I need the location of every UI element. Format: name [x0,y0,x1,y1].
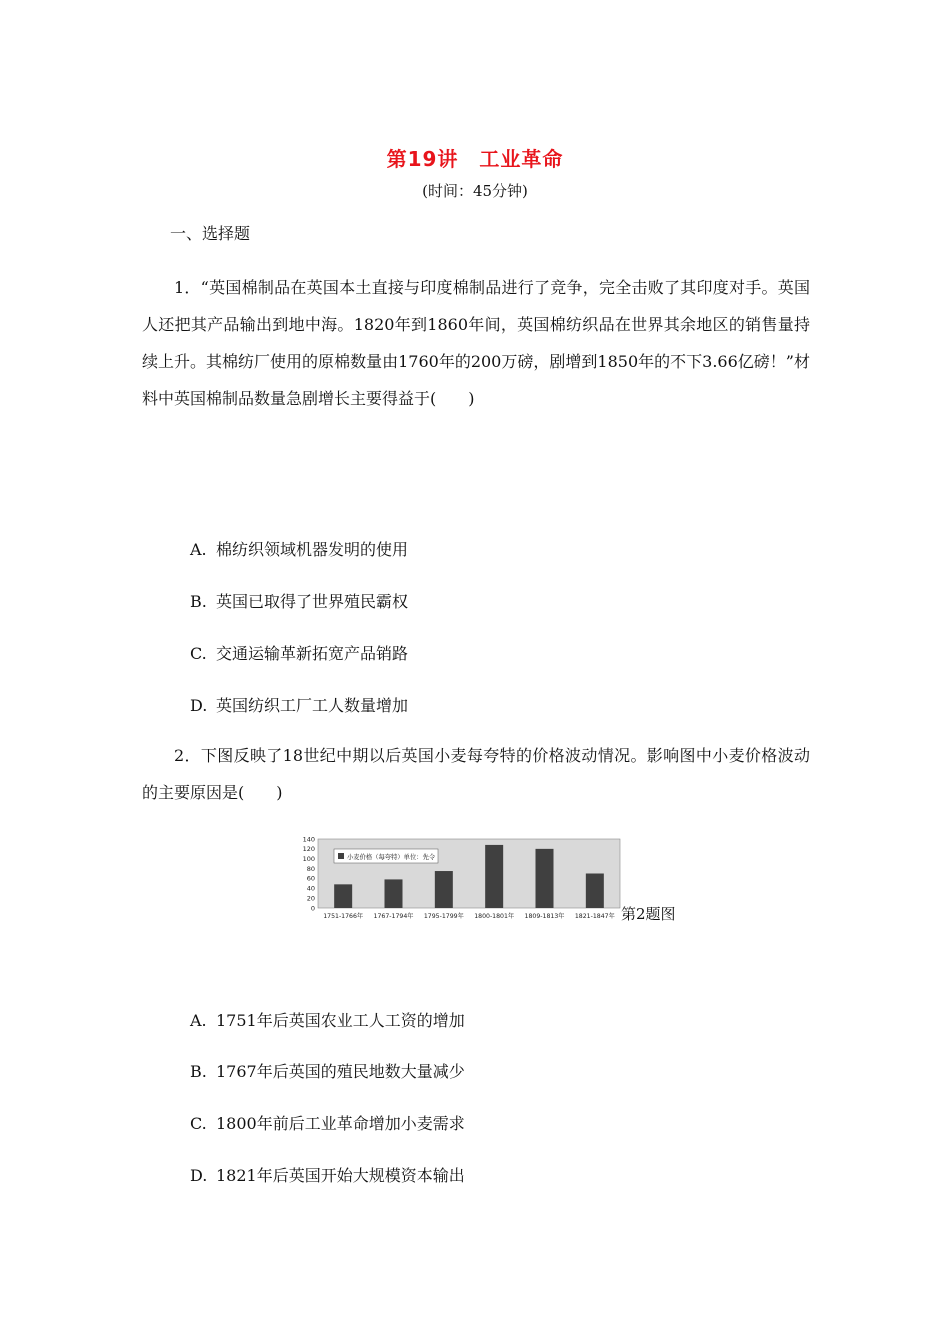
option-text: 英国纺织工厂工人数量增加 [216,696,409,715]
option-text: 棉纺织领域机器发明的使用 [216,540,409,559]
y-tick-label: 140 [302,836,315,844]
option-text: 英国已取得了世界殖民霸权 [216,592,409,611]
option-letter: A. [190,540,207,559]
option-text: 1800年前后工业革命增加小麦需求 [216,1114,465,1133]
chart-bar [536,849,554,908]
option-letter: B. [190,1062,207,1081]
y-tick-label: 20 [306,894,315,903]
question-1-text: 1．“英国棉制品在英国本土直接与印度棉制品进行了竞争，完全击败了其印度对手。英国人还把其产品输出到地中海。1820年到1860年间，英国棉纺织品在世界其余地区的销售量持续上升。其棉纺厂使用的原棉数量由1760年的200万磅，剧增到1850年的不下3.66亿磅！”材料中英国棉制品数量急剧增长主要得益于( ) [142,278,810,408]
chart-legend-label: 小麦价格（每夸特）单位：先令 [347,854,436,861]
chart-legend-swatch [338,853,344,859]
wheat-price-chart [292,836,622,924]
q1-option-d [190,693,408,716]
option-letter: D. [190,1166,208,1185]
option-letter: A. [190,1011,207,1030]
section-heading: 一、选择题 [170,224,251,243]
y-tick-label: 80 [306,864,315,873]
option-letter: B. [190,592,207,611]
chart-bar [485,845,503,908]
y-tick-label: 60 [306,874,315,883]
x-tick-label: 1767-1794年 [373,913,414,920]
chart-bar [586,874,604,909]
option-letter: D. [190,696,208,715]
option-letter: C. [190,644,207,663]
x-tick-label: 1795-1799年 [423,913,464,920]
option-letter: C. [190,1114,207,1133]
chart-bar [334,884,352,908]
question-2-text: 2．下图反映了18世纪中期以后英国小麦每夸特的价格波动情况。影响图中小麦价格波动的主要原因是( ) [142,746,810,802]
q1-option-b [190,589,408,612]
x-tick-label: 1800-1801年 [474,913,515,920]
q2-option-a [190,1008,465,1031]
q2-option-d [190,1163,465,1186]
y-tick-label: 120 [302,845,315,854]
time-limit: (时间：45分钟) [422,182,528,200]
figure-caption: 第2题图 [621,905,676,923]
option-text: 交通运输革新拓宽产品销路 [216,644,409,663]
q2-option-c [190,1111,465,1134]
x-tick-label: 1751-1766年 [323,913,364,920]
q1-option-c [190,641,408,664]
q2-option-b [190,1059,465,1082]
y-tick-label: 100 [302,855,315,864]
y-tick-label: 40 [306,884,315,893]
x-tick-label: 1821-1847年 [574,913,615,920]
option-text: 1821年后英国开始大规模资本输出 [216,1166,465,1185]
page-title: 第19讲 工业革命 [386,147,564,171]
option-text: 1751年后英国农业工人工资的增加 [216,1011,465,1030]
chart-bar [385,879,403,908]
chart-bar [435,871,453,908]
y-tick-label: 0 [310,904,315,913]
x-tick-label: 1809-1813年 [524,913,565,920]
option-text: 1767年后英国的殖民地数大量减少 [216,1062,465,1081]
q1-option-a [190,537,408,560]
